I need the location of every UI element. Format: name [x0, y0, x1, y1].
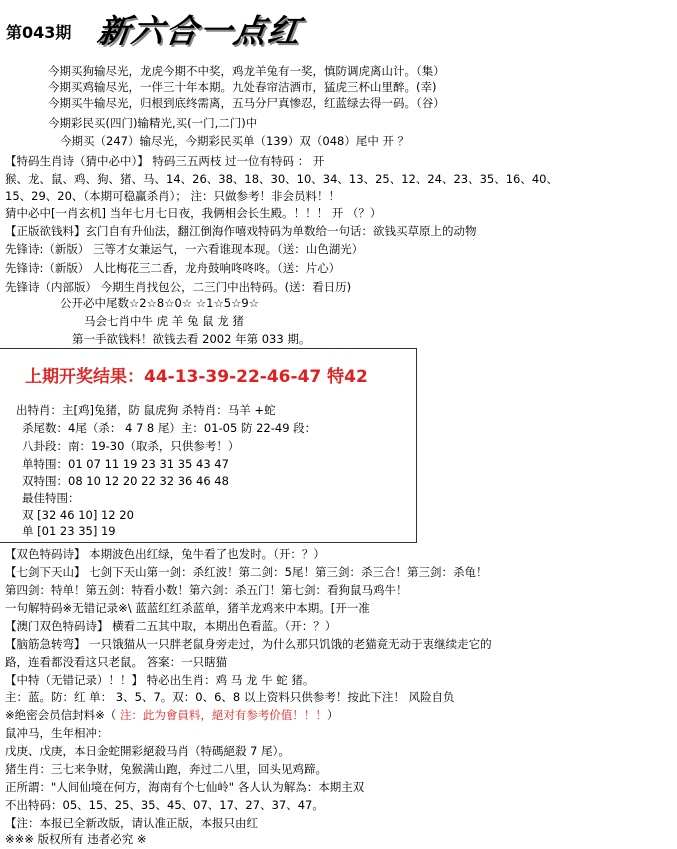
content-line: 猴、龙、鼠、鸡、狗、猪、马、14、26、38、18、30、10、34、13、25、12、24、23、35、16、40、 — [5, 172, 558, 186]
content-line: 戊庚、戊庚，本日金蛇開彩絕殺马肖（特碼絕殺 7 尾）。 — [5, 744, 290, 758]
analysis-line: 双 [32 46 10] 12 20 — [22, 508, 134, 522]
member-warning: 注：此为會員料，絕对有参考价值！！！ — [119, 708, 327, 722]
content-line: 不出特码：05、15、25、35、45、07、17、27、37、47。 — [5, 798, 324, 812]
content-line: 正所謂："人间仙境在何方，海南有个七仙岭" 各人认为解為：本期主双 — [5, 780, 365, 794]
footer-note: 【注：本报已全新改版，请认准正版，本报只由红 — [5, 816, 258, 830]
analysis-line: 单 [01 23 35] 19 — [22, 524, 116, 538]
intro-line: 今期买（247）输尽光，今期彩民买单（139）双（048）尾中 开 ？ — [60, 134, 410, 148]
content-line: 主：蓝。防：红 单： 3、5、7。双：0、6、8 以上资料只供参考！按此下注！ 风险自负 — [5, 690, 455, 704]
tail-numbers-line: 公开必中尾数☆2☆8☆0☆ ☆1☆5☆9☆ — [60, 296, 260, 310]
newspaper-logo: 新六合一点红 — [95, 12, 305, 50]
content-line: 15、29、20、（本期可稳赢杀肖）； 注：只做参考！非会员料！！ — [5, 189, 341, 203]
content-line: 猜中必中[一肖玄机] 当年七月七日夜，我俩相会长生殿。！！！ 开 （？） — [5, 206, 382, 220]
analysis-line: 最佳特围： — [22, 491, 80, 505]
intro-line: 今期买鸡输尽光，一伴三十年本期。九处春帘洁酒市，猛虎三杯山里醉。(幸) — [48, 80, 437, 94]
content-line: 先锋诗:（新版） 三等才女兼运气，一六看谁现本现。（送：山色湖光） — [5, 242, 364, 256]
content-line: 猪生肖：三七来争财，兔猴满山跑，奔过二八里，回头见鸡蹄。 — [5, 762, 327, 776]
content-line: 【脑筋急转弯】 一只饿猫从一只胖老鼠身旁走过，为什么那只饥饿的老猫竟无动于衷继续走它的 — [5, 637, 492, 651]
content-line: 鼠冲马，生年相冲： — [5, 726, 109, 740]
content-line: 【七剑下天山】 七剑下天山第一剑：杀红波！第二剑：5尾！第三剑：杀三合！第三剑：杀龟！ — [5, 565, 488, 579]
analysis-line: 八卦段：南：19-30（取杀，只供参考！） — [22, 439, 240, 453]
content-line: 一句解特码※无错记录※\ 蓝蓝红红杀蓝单，猪羊龙鸡来中本期。[开一准 — [5, 601, 370, 615]
analysis-line: 杀尾数：4尾（杀： 4 7 8 尾）主：01-05 防 22-49 段： — [22, 421, 317, 435]
member-close: ） — [326, 708, 339, 722]
issue-number: 第043期 — [6, 23, 72, 42]
intro-line: 今期买狗输尽光，龙虎今期不中奖，鸡龙羊兔有一奖，慎防调虎离山计。（集） — [48, 64, 445, 78]
intro-line: 今期彩民买(四门)输精光,买(一门,二门)中 — [48, 116, 258, 130]
content-line: 路，连看都没看这只老鼠。 答案：一只瞎猫 — [5, 655, 228, 669]
member-line — [5, 708, 338, 723]
content-line: 【澳门双色特码诗】 横看二五其中取，本期出色看蓝。（开：？） — [5, 619, 337, 633]
copyright: ※※※ 版权所有 违者必究 ※ — [5, 832, 147, 846]
content-line: 第四剑：特单！第五剑：特看小数！第六剑：杀五门！第七剑：看狗鼠马鸡牛！ — [5, 583, 408, 597]
content-line: 先锋诗（内部版） 今期生肖找包公，二三门中出特码。(送：看日历) — [5, 280, 352, 294]
intro-line: 今期买牛输尽光，归根到底终需离，五马分尸真惨忍，红蓝绿去得一码。（谷） — [48, 96, 445, 110]
analysis-line: 出特肖：主[鸡]兔猪，防 鼠虎狗 杀特肖：马羊 +蛇 — [16, 403, 276, 417]
hint-line: 第一手欲钱料！欲钱去看 2002 年第 033 期。 — [72, 332, 311, 346]
zodiac-line: 马会七肖中牛 虎 羊 兔 鼠 龙 猪 — [84, 314, 244, 328]
analysis-line: 单特围：01 07 11 19 23 31 35 43 47 — [22, 457, 229, 471]
analysis-line: 双特围：08 10 12 20 22 32 36 46 48 — [22, 474, 229, 488]
content-line: 【正版欲钱料】玄门自有升仙法，翻江倒海作嘻戏特码为单数给一句话：欲钱买草原上的动物 — [5, 224, 477, 238]
member-label: ※绝密会员信封料※（ — [5, 708, 120, 722]
content-line: 【中特（无错记录）！！】 特必出生肖：鸡 马 龙 牛 蛇 猪。 — [5, 673, 315, 687]
content-line: 【双色特码诗】 本期波色出红绿，兔牛看了也发时。（开：？） — [5, 547, 325, 561]
content-line: 先锋诗:（新版） 人比梅花三二香，龙舟鼓响咚咚咚。（送：片心） — [5, 261, 341, 275]
last-draw-result: 上期开奖结果：44-13-39-22-46-47 特42 — [25, 367, 368, 387]
content-line: 【特码生肖诗（猜中必中）】 特码三五两枝 过一位有特码 ： 开 — [5, 154, 325, 168]
